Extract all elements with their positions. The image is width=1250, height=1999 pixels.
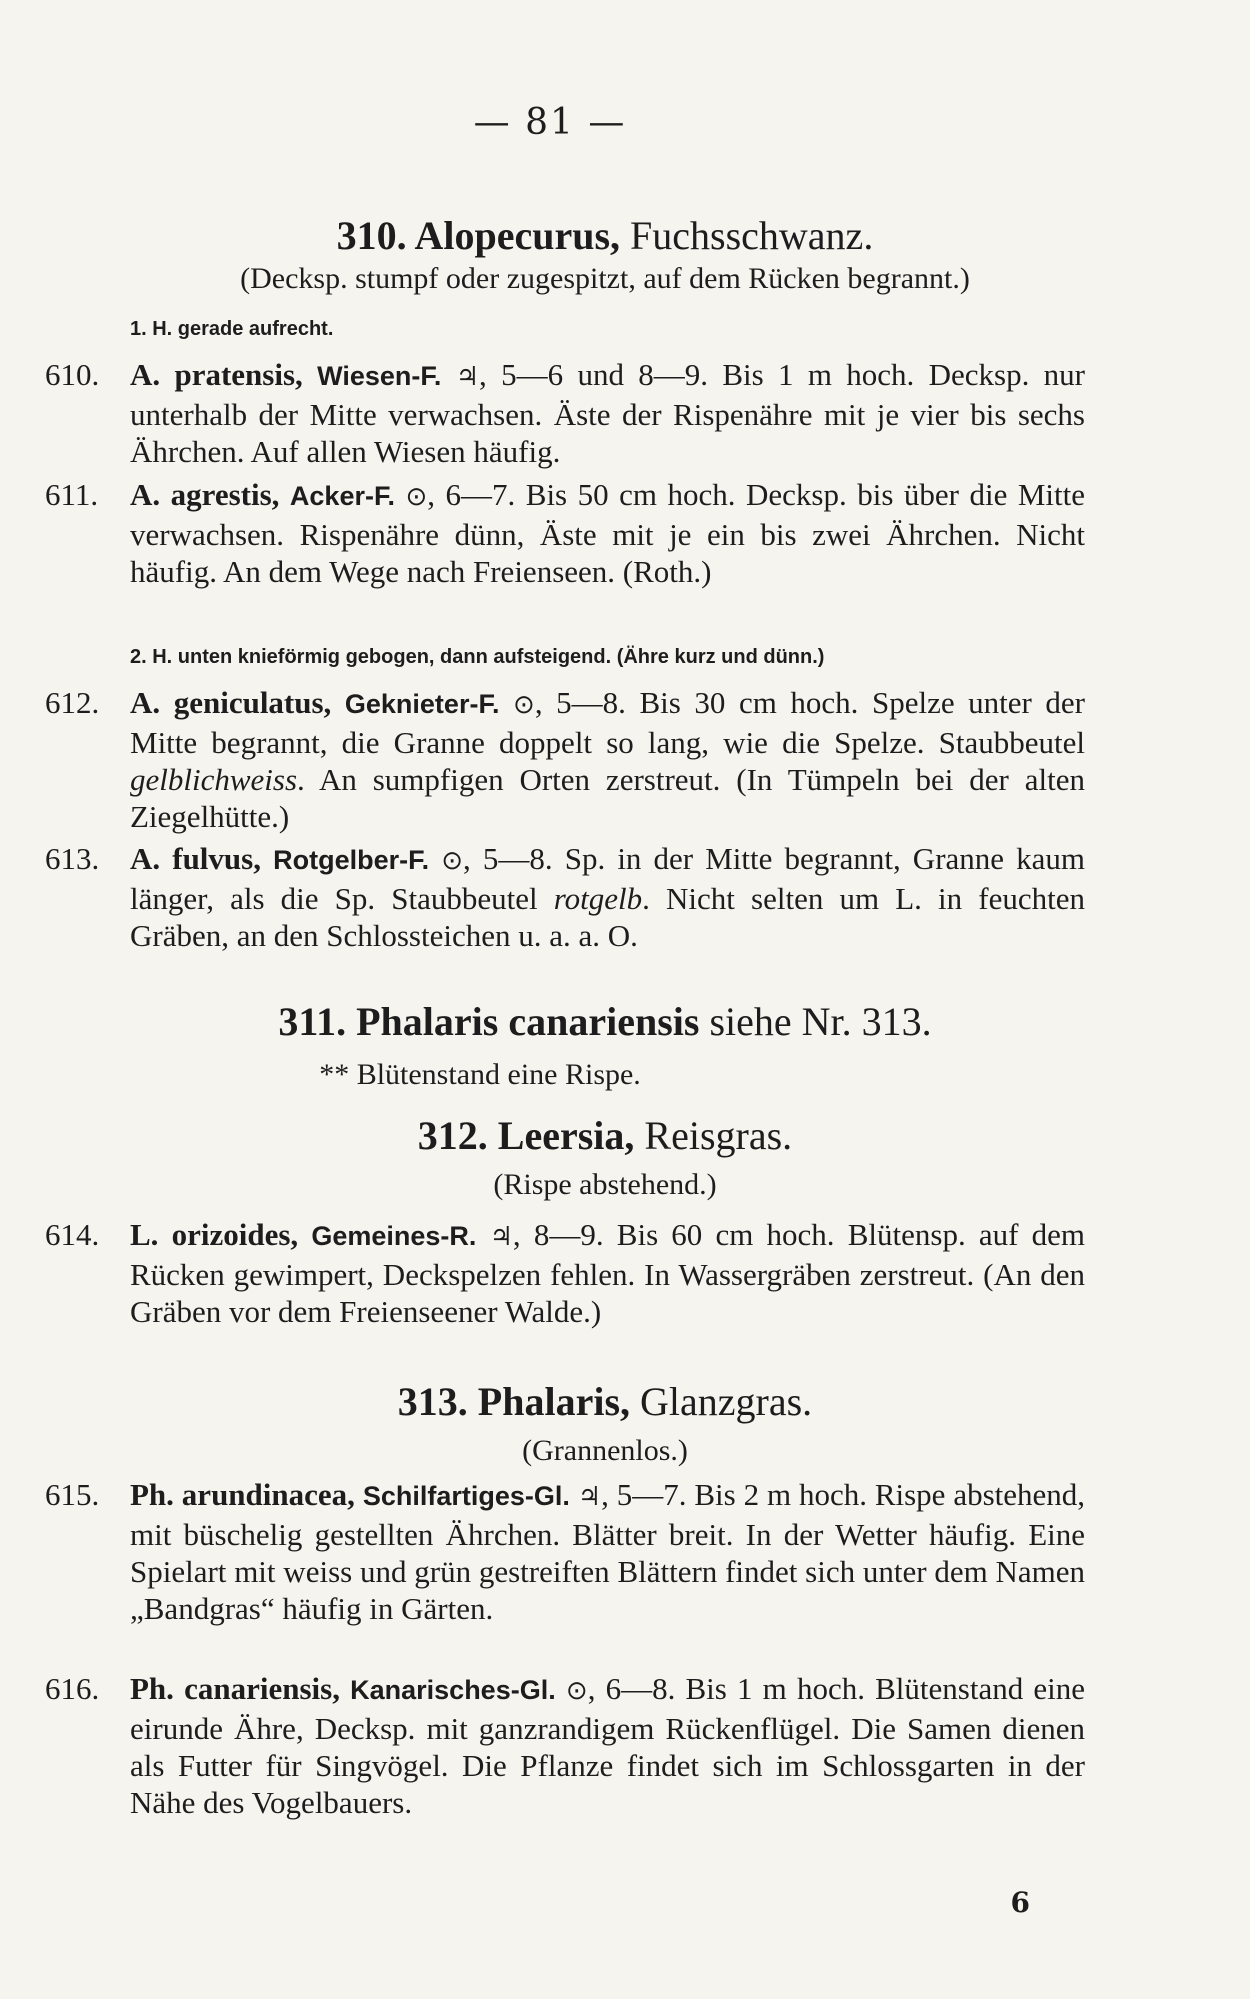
entry-number: 614. (45, 1217, 100, 1252)
species-entry-610 (45, 356, 1085, 470)
entry-description: , 8—9. Bis 60 cm hoch. Blütensp. auf dem Rücken gewimpert, Deckspelzen fehlen. In Wassergräben zerstreut. (An den Gräben vor dem Freienseener Walde.) (130, 1217, 1086, 1329)
entry-description: , 5—8. Sp. in der Mitte begrannt, Granne kaum länger, als die Sp. Staubbeutel (130, 841, 1086, 916)
entry-number: 616. (45, 1671, 100, 1706)
annual-symbol: ⊙ (565, 1676, 588, 1706)
scientific-name: A. pratensis, (130, 357, 303, 392)
scientific-name: A. agrestis, (130, 477, 280, 512)
signature-mark: 6 (1010, 1886, 1030, 1919)
entry-description: , 6—8. Bis 1 m hoch. Blütenstand eine eirunde Ähre, Decksp. mit ganzrandigem Rückenflügel. Die Samen dienen als Futter für Singvögel. Die Pflanze findet sich im Schlossgarten in der Nähe des Vogelbauers. (130, 1671, 1086, 1820)
genus-common-name: Fuchsschwanz. (630, 213, 874, 258)
subgroup-1: 1. H. gerade aufrecht. (130, 318, 334, 340)
perennial-symbol: ♃ (577, 1482, 602, 1512)
entry-description: , 5—8. Bis 30 cm hoch. Spelze unter der Mitte begrannt, die Granne doppelt so lang, wie die Spelze. Staubbeutel (130, 685, 1086, 760)
species-entry-613 (45, 840, 1085, 954)
entry-number: 615. (45, 1477, 100, 1512)
genus-title: 310. Alopecurus, (336, 213, 621, 258)
vernacular-name: Kanarisches-Gl. (350, 1675, 556, 1705)
vernacular-name: Rotgelber-F. (273, 845, 430, 875)
genus-note-313: (Grannenlos.) (522, 1434, 688, 1467)
annual-symbol: ⊙ (405, 482, 428, 512)
entry-description: , 5—7. Bis 2 m hoch. Rispe abstehend, mit büschelig gestellten Ährchen. Blätter breit. In der Wetter häufig. Eine Spielart mit weiss und grün gestreiften Blättern findet sich unter dem Namen „Bandgras“ häufig in Gärten. (130, 1477, 1086, 1626)
perennial-symbol: ♃ (489, 1222, 513, 1252)
annual-symbol: ⊙ (441, 846, 464, 876)
vernacular-name: Geknieter-F. (344, 689, 500, 719)
entry-number: 613. (45, 841, 100, 876)
genus-note-312: (Rispe abstehend.) (493, 1168, 717, 1201)
species-entry-614 (45, 1216, 1085, 1330)
genus-cross-reference: siehe Nr. 313. (709, 999, 932, 1044)
genus-heading-311 (130, 998, 1080, 1045)
group-heading-stars: ** Blütenstand eine Rispe. (319, 1058, 641, 1091)
vernacular-name: Wiesen-F. (317, 361, 442, 391)
scientific-name: A. fulvus, (130, 841, 261, 876)
scientific-name: L. orizoides, (130, 1217, 299, 1252)
page-number: — 81 — (473, 102, 627, 143)
entry-number: 611. (45, 477, 99, 512)
entry-number: 612. (45, 685, 100, 720)
annual-symbol: ⊙ (513, 690, 535, 720)
species-entry-616 (45, 1670, 1085, 1821)
entry-description: , 5—6 und 8—9. Bis 1 m hoch. Decksp. nur unterhalb der Mitte verwachsen. Äste der Rispenähre mit je vier bis sechs Ährchen. Auf allen Wiesen häufig. (130, 357, 1085, 469)
scientific-name: A. geniculatus, (130, 685, 332, 720)
genus-heading-313 (130, 1378, 1080, 1425)
vernacular-name: Gemeines-R. (311, 1221, 477, 1251)
scientific-name: Ph. arundinacea, (130, 1477, 355, 1512)
genus-common-name: Reisgras. (644, 1113, 793, 1158)
species-entry-612 (45, 684, 1085, 835)
anther-color: rotgelb (553, 881, 643, 916)
species-entry-611 (45, 476, 1085, 590)
scientific-name: Ph. canariensis, (130, 1671, 340, 1706)
genus-title: 312. Leersia, (417, 1113, 635, 1158)
entry-description-cont: . Nicht selten um L. in feuchten Gräben, an den Schlossteichen u. a. a. O. (130, 881, 1085, 953)
vernacular-name: Schilfartiges-Gl. (362, 1481, 570, 1511)
genus-title: 313. Phalaris, (397, 1379, 631, 1424)
genus-heading-310 (130, 212, 1080, 259)
perennial-symbol: ♃ (455, 362, 480, 392)
genus-heading-312 (130, 1112, 1080, 1159)
entry-description-cont: . An sumpfigen Orten zerstreut. (In Tümpeln bei der alten Ziegelhütte.) (130, 762, 1085, 834)
vernacular-name: Acker-F. (289, 481, 395, 511)
subgroup-2: 2. H. unten knieförmig gebogen, dann aufsteigend. (Ähre kurz und dünn.) (130, 646, 825, 668)
genus-common-name: Glanzgras. (640, 1379, 813, 1424)
species-entry-615 (45, 1476, 1085, 1627)
entry-number: 610. (45, 357, 100, 392)
genus-title: 311. Phalaris canariensis (278, 999, 700, 1044)
anther-color: gelblichweiss (130, 762, 298, 797)
genus-note-310: (Decksp. stumpf oder zugespitzt, auf dem Rücken begrannt.) (240, 262, 970, 295)
entry-description: , 6—7. Bis 50 cm hoch. Decksp. bis über die Mitte verwachsen. Rispenähre dünn, Äste mit je ein bis zwei Ährchen. Nicht häufig. An dem Wege nach Freienseen. (Roth.) (130, 477, 1086, 589)
